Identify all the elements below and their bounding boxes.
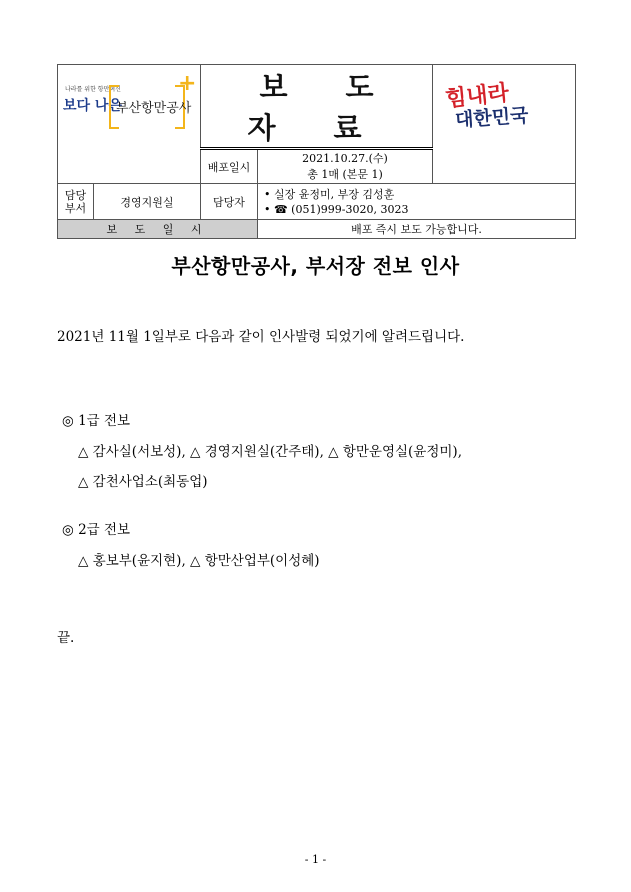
end-mark: 끝.: [57, 630, 75, 646]
section2-title: ◎ 2급 전보: [62, 522, 131, 538]
slogan-logo: [433, 65, 576, 184]
dept-label: 담당 부서: [58, 184, 94, 219]
press-header-table: [57, 64, 576, 239]
contact-label: 담당자: [201, 184, 258, 220]
report-date-label: 보 도 일 시: [58, 220, 258, 239]
page-count: 총 1매 (본문 1): [307, 167, 383, 181]
dept-row: [58, 184, 201, 220]
contact-line1: • 실장 윤정미, 부장 김성훈: [264, 187, 395, 201]
bpa-logo: [58, 65, 201, 184]
contact-line2: • ☎ (051)999-3020, 3023: [264, 202, 409, 216]
logo-name-text: 부산항만공사: [116, 101, 192, 116]
section2-line1: △ 홍보부(윤지현), △ 항만산업부(이성혜): [78, 553, 320, 569]
headline: 부산항만공사, 부서장 전보 인사: [171, 254, 460, 278]
dept-value: 경영지원실: [120, 195, 174, 209]
release-date-label: 배포일시: [201, 149, 258, 184]
contact-cell: [258, 184, 576, 220]
section1-line1: △ 감사실(서보성), △ 경영지원실(간주태), △ 항만운영실(윤정미),: [78, 444, 462, 460]
logo-plus-icon: +: [178, 71, 197, 96]
press-title: 보 도 자 료: [201, 65, 433, 149]
report-date-value: 배포 즉시 보도 가능합니다.: [258, 220, 576, 239]
slogan-line1: 힘내라: [444, 80, 511, 113]
intro-paragraph: 2021년 11월 1일부로 다음과 같이 인사발령 되었기에 알려드립니다.: [57, 329, 465, 345]
page-number: - 1 -: [304, 853, 327, 866]
slogan-line2: 대한민국: [454, 104, 530, 132]
release-date-cell: [258, 149, 433, 184]
section1-line2: △ 감천사업소(최동업): [78, 474, 208, 490]
logo-small-text: 나라를 위한 항만혁신: [65, 86, 121, 93]
release-date: 2021.10.27.(수): [302, 151, 388, 165]
logo-big-text: 보다 나은: [63, 98, 122, 114]
section1-title: ◎ 1급 전보: [62, 413, 131, 429]
